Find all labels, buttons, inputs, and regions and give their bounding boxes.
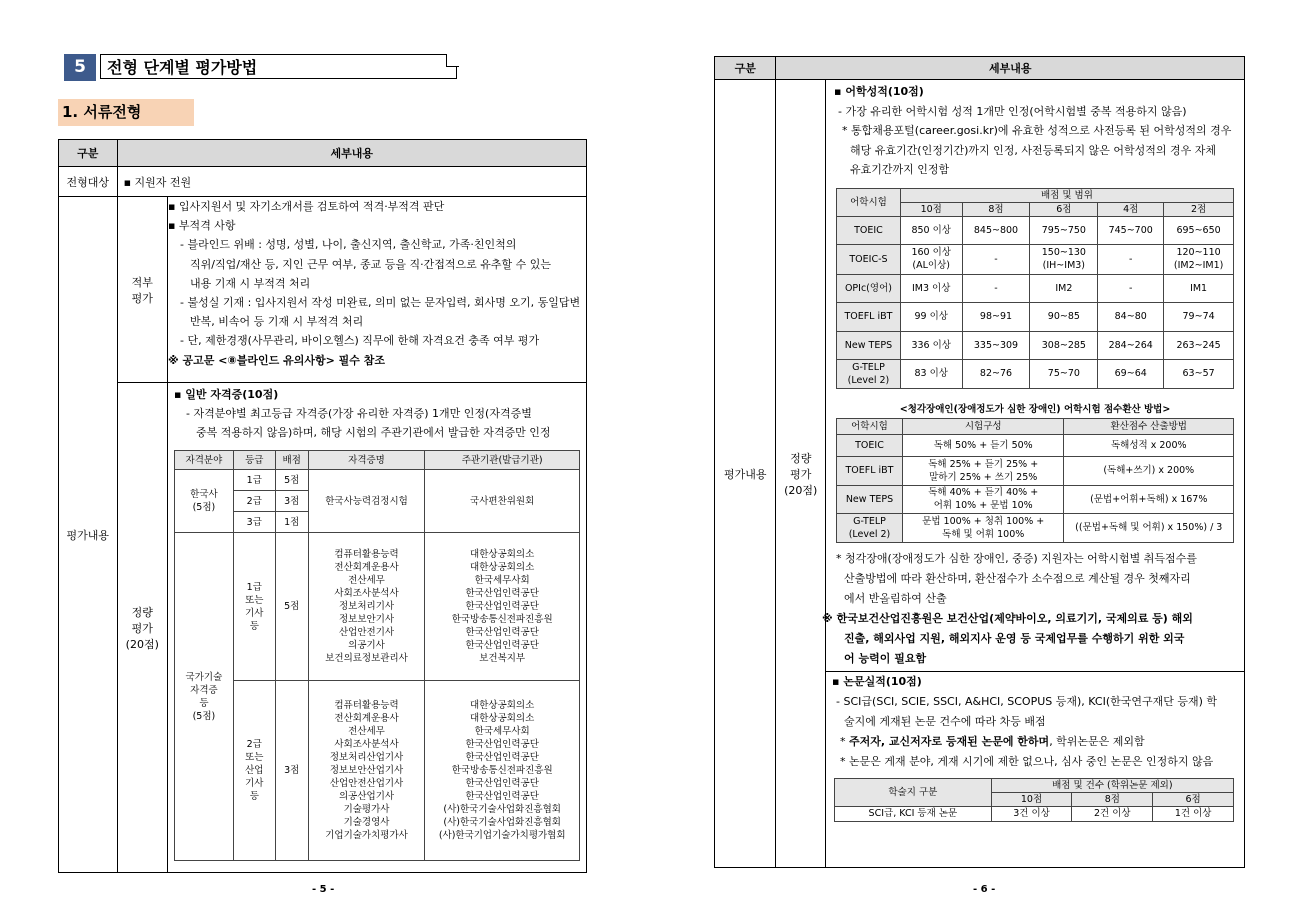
page-number-right: - 6 - — [973, 884, 996, 895]
hearing-conversion-table — [836, 418, 1234, 543]
history-issuer: 국사편찬위원회 — [425, 470, 580, 533]
paper-star-line: * 주저자, 교신저자로 등재된 논문에 한하며, 학위논문은 제외함 — [840, 734, 1145, 748]
group2-grade: 2급 또는 산업 기사 등 — [233, 681, 275, 861]
group1-grade: 1급 또는 기사 등 — [233, 533, 275, 681]
grade-cell: 3급 — [233, 512, 275, 533]
score-cell: 5점 — [275, 470, 308, 491]
hearing-col-header: 어학시험 — [837, 418, 903, 434]
cert-col-header: 자격증명 — [308, 451, 425, 470]
paper-score-table — [834, 778, 1234, 822]
paper-heading: ▪ 논문실적(10점) — [832, 674, 922, 688]
section-title: 전형 단계별 평가방법 — [100, 54, 457, 79]
lang-col-test: 어학시험 — [837, 188, 901, 216]
language-score-table — [836, 188, 1234, 389]
cert-line: - 자격분야별 최고등급 자격증(가장 유리한 자격증) 1개만 인정(자격증별 — [185, 407, 532, 420]
hearing-row: G-TELP (Level 2) 문법 100% + 청취 100% + 독해 및 어휘 100% ((문법+독해 및 어휘) x 150%) / 3 — [837, 513, 1234, 542]
lang-line: * 통합채용포털(career.gosi.kr)에 유효한 성적으로 사전등록 된 어학성적의 경우 — [842, 124, 1232, 137]
group1-score: 5점 — [275, 533, 308, 681]
quantitative-content — [167, 383, 586, 873]
hearing-row: TOEIC 독해 50% + 듣기 50% 독해성적 x 200% — [837, 434, 1234, 456]
paper-point-header: 8점 — [1072, 792, 1153, 806]
lang-row: New TEPS 336 이상 335~309 308~285 284~264 263~245 — [837, 331, 1234, 359]
hearing-row: TOEFL iBT 독해 25% + 듣기 25% + 말하기 25% + 쓰기 25% (독해+쓰기) x 200% — [837, 456, 1234, 485]
score-cell: 1점 — [275, 512, 308, 533]
group1-issuers: 대한상공회의소 대한상공회의소 한국세무사회 한국산업인력공단 한국산업인력공단 한국방송통신전파진흥원 한국산업인력공단 한국산업인력공단 보건복지부 — [425, 533, 580, 681]
lang-point-header: 4점 — [1098, 202, 1164, 216]
lang-point-header: 2점 — [1164, 202, 1234, 216]
overseas-note: 진출, 해외사업 지원, 해외지사 운영 등 국제업무를 수행하기 위한 외국 — [844, 631, 1185, 645]
cert-col-header: 배점 — [275, 451, 308, 470]
qualitative-content — [167, 197, 586, 383]
page-number-left: - 5 - — [312, 884, 335, 895]
group1-certs: 컴퓨터활용능력 전산회계운용사 전산세무 사회조사분석사 정보처리기사 정보보안기사 산업안전기사 의공기사 보건의료정보관리사 — [308, 533, 425, 681]
paper-star-line: * 논문은 게재 분야, 게재 시기에 제한 없으나, 심사 중인 논문은 인정하지 않음 — [840, 754, 1214, 768]
lang-row: G-TELP (Level 2) 83 이상 82~76 75~70 69~64 63~57 — [837, 359, 1234, 388]
cert-heading: ▪ 일반 자격증(10점) — [173, 388, 279, 401]
cert-table — [174, 450, 580, 861]
hearing-col-header: 시험구성 — [902, 418, 1064, 434]
eval-label: 평가내용 — [59, 197, 118, 873]
lang-row: TOEIC 850 이상 845~800 795~750 745~700 695~650 — [837, 216, 1234, 244]
overseas-note: ※ 한국보건산업진흥원은 보건산업(제약바이오, 의료기기, 국제의료 등) 해외 — [822, 611, 1193, 625]
lang-line: 해당 유효기간(인정기간)까지 인정, 사전등록되지 않은 어학성적의 경우 자체 — [850, 143, 1217, 157]
screening-table-continued — [714, 56, 1245, 868]
cert-col-header: 주관기관(발급기관) — [425, 451, 580, 470]
group2-score: 3점 — [275, 681, 308, 861]
qual-line: 직위/직업/재산 등, 지인 근무 여부, 종교 등을 직·간접적으로 유추할 수 있는 — [189, 257, 552, 271]
header-details: 세부내용 — [117, 140, 586, 167]
qual-line: ▪ 입사지원서 및 자기소개서를 검토하여 적격·부적격 판단 — [167, 200, 445, 213]
quantitative-label: 정량 평가 (20점) — [117, 383, 167, 873]
national-field: 국가기술 자격증 등 (5점) — [174, 533, 233, 861]
paper-line: - SCI급(SCI, SCIE, SSCI, A&HCI, SCOPUS 등재), KCI(한국연구재단 등재) 학 — [836, 694, 1218, 708]
header-details: 세부내용 — [776, 57, 1245, 80]
score-cell: 3점 — [275, 491, 308, 512]
qual-line: - 불성실 기재 : 입사지원서 작성 미완료, 의미 없는 문자입력, 회사명 오기, 동일답변 — [179, 296, 581, 310]
section-number: 5 — [64, 54, 96, 81]
paper-line: 술지에 게재된 논문 건수에 따라 차등 배점 — [844, 714, 1046, 728]
qual-line: 내용 기재 시 부적격 처리 — [189, 276, 311, 290]
qual-line: 반복, 비속어 등 기재 시 부적격 처리 — [189, 315, 364, 329]
lang-row: TOEFL iBT 99 이상 98~91 90~85 84~80 79~74 — [837, 302, 1234, 331]
paper-col-range: 배점 및 건수 (학위논문 제외) — [991, 778, 1233, 792]
paper-point-header: 10점 — [991, 792, 1072, 806]
hearing-title: <청각장애인(장애정도가 심한 장애인) 어학시험 점수환산 방법> — [899, 403, 1171, 415]
paper-point-header: 6점 — [1153, 792, 1234, 806]
hearing-col-header: 환산점수 산출방법 — [1064, 418, 1234, 434]
lang-line: 유효기간까지 인정함 — [850, 163, 950, 176]
section-heading — [64, 54, 459, 81]
subheading: 1. 서류전형 — [58, 99, 194, 126]
lang-heading: ▪ 어학성적(10점) — [834, 85, 924, 98]
header-category: 구분 — [715, 57, 776, 80]
lang-row: OPIc(영어) IM3 이상 - IM2 - IM1 — [837, 274, 1234, 302]
quantitative-content — [822, 80, 1245, 868]
page-fold-decoration — [446, 54, 459, 67]
lang-row: TOEIC-S 160 이상 (AL이상) - 150~130 (IH~IM3) - 120~110 (IM2~IM1) — [837, 244, 1234, 274]
overseas-note: 어 능력이 필요함 — [844, 651, 927, 665]
lang-col-range: 배점 및 범위 — [900, 188, 1233, 202]
header-category: 구분 — [59, 140, 118, 167]
paper-col-cat: 학술지 구분 — [835, 778, 992, 806]
group2-certs: 컴퓨터활용능력 전산회계운용사 전산세무 사회조사분석사 정보처리산업기사 정보보안산업기사 산업안전산업기사 의공산업기사 기술평가사 기술경영사 기업기술가치평가사 — [308, 681, 425, 861]
hearing-line: 산출방법에 따라 환산하며, 환산점수가 소수점으로 계산될 경우 첫째자리 — [844, 571, 1191, 585]
hearing-line: * 청각장애(장애정도가 심한 장애인, 중증) 지원자는 어학시험별 취득점수를 — [836, 551, 1197, 565]
group2-issuers: 대한상공회의소 대한상공회의소 한국세무사회 한국산업인력공단 한국산업인력공단 한국방송통신전파진흥원 한국산업인력공단 한국산업인력공단 (사)한국기술사업화진흥협회 (사)한국기술사업화진흥협회 (사)한국기업기술가치평가협회 — [425, 681, 580, 861]
history-cert: 한국사능력검정시험 — [308, 470, 425, 533]
lang-point-header: 8점 — [962, 202, 1030, 216]
lang-point-header: 10점 — [900, 202, 962, 216]
qual-line: - 블라인드 위배 : 성명, 성별, 나이, 출신지역, 출신학교, 가족·친인척의 — [179, 238, 517, 252]
hearing-line: 에서 반올림하여 산출 — [844, 591, 947, 605]
cert-col-header: 등급 — [233, 451, 275, 470]
qual-note: ※ 공고문 <⑧블라인드 유의사항> 필수 참조 — [167, 353, 385, 367]
screening-table — [58, 139, 587, 873]
target-label: 전형대상 — [59, 167, 118, 197]
grade-cell: 1급 — [233, 470, 275, 491]
grade-cell: 2급 — [233, 491, 275, 512]
cert-line: 중복 적용하지 않음)하며, 해당 시험의 주관기관에서 발급한 자격증만 인정 — [195, 426, 551, 439]
lang-point-header: 6점 — [1030, 202, 1098, 216]
qualitative-label: 적부 평가 — [117, 197, 167, 383]
cert-col-header: 자격분야 — [174, 451, 233, 470]
lang-line: - 가장 유리한 어학시험 성적 1개만 인정(어학시험별 중복 적용하지 않음) — [838, 104, 1187, 118]
qual-line: - 단, 제한경쟁(사무관리, 바이오헬스) 직무에 한해 자격요건 충족 여부 평가 — [179, 334, 540, 348]
quantitative-label: 정량 평가 (20점) — [776, 80, 826, 868]
qual-line: ▪ 부적격 사항 — [167, 219, 236, 233]
hearing-row: New TEPS 독해 40% + 듣기 40% + 어휘 10% + 문법 10% (문법+어휘+독해) x 167% — [837, 485, 1234, 513]
target-text: ▪ 지원자 전원 — [117, 167, 586, 197]
history-field: 한국사 (5점) — [174, 470, 233, 533]
paper-row: SCI급, KCI 등재 논문 3건 이상 2건 이상 1건 이상 — [835, 806, 1234, 821]
eval-label: 평가내용 — [715, 80, 776, 868]
